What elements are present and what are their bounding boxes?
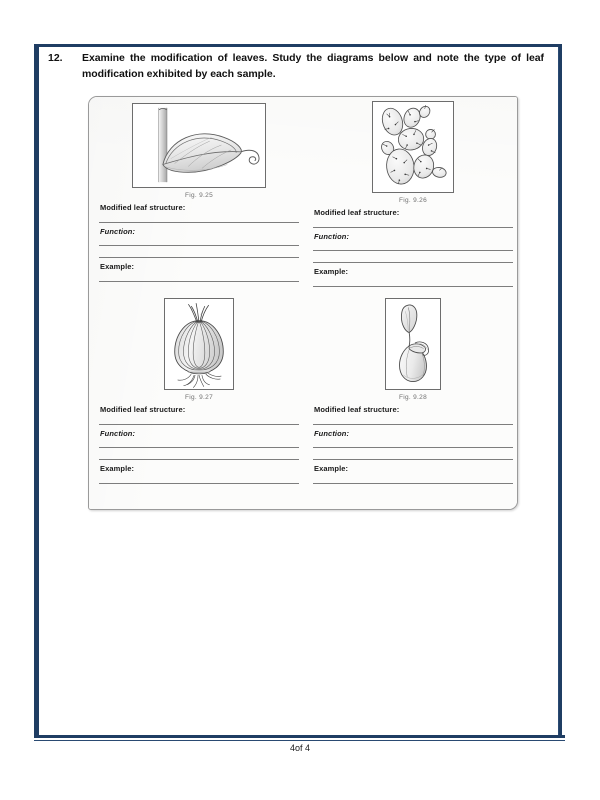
figure-caption: Fig. 9.25	[185, 192, 213, 199]
field-function	[313, 232, 513, 263]
question-block	[48, 50, 548, 82]
field-example	[99, 262, 299, 282]
field-modified-leaf-structure	[313, 208, 513, 228]
field-label-modified: Modified leaf structure:	[314, 405, 400, 414]
quadrant-pitcher-plant	[313, 298, 513, 484]
quadrant-cactus-spines	[313, 101, 513, 287]
footer-rule-thin	[34, 740, 565, 741]
scanned-figure-sheet	[88, 96, 518, 510]
answer-line[interactable]	[313, 424, 513, 425]
field-label-example: Example:	[314, 464, 349, 473]
field-label-function: Function:	[314, 232, 350, 241]
field-function	[313, 429, 513, 460]
field-label-function: Function:	[314, 429, 350, 438]
field-modified-leaf-structure	[313, 405, 513, 425]
quadrant-leaf-tendril	[99, 103, 299, 282]
field-label-function: Function:	[100, 227, 136, 236]
answer-line[interactable]	[99, 483, 299, 484]
field-label-modified: Modified leaf structure:	[100, 203, 186, 212]
answer-line[interactable]	[99, 424, 299, 425]
field-example	[313, 267, 513, 287]
field-function	[99, 227, 299, 258]
answer-line[interactable]	[99, 281, 299, 282]
question-text: Examine the modification of leaves. Study the diagrams below and note the type of leaf modification exhibited by each sample.	[82, 52, 544, 80]
field-label-example: Example:	[314, 267, 349, 276]
figure-caption: Fig. 9.26	[399, 197, 427, 204]
field-function	[99, 429, 299, 460]
field-label-example: Example:	[100, 464, 135, 473]
field-label-modified: Modified leaf structure:	[314, 208, 400, 217]
leaf-tendril-diagram	[132, 103, 266, 188]
scan-inner-surface	[89, 97, 517, 509]
field-example	[313, 464, 513, 484]
field-modified-leaf-structure	[99, 203, 299, 223]
figure-caption: Fig. 9.28	[399, 394, 427, 401]
pitcher-plant-diagram	[385, 298, 441, 390]
figure-caption: Fig. 9.27	[185, 394, 213, 401]
answer-line[interactable]	[313, 459, 513, 460]
answer-line[interactable]	[313, 286, 513, 287]
field-label-example: Example:	[100, 262, 135, 271]
answer-line[interactable]	[313, 227, 513, 228]
answer-line[interactable]	[99, 257, 299, 258]
page-border-left	[34, 44, 39, 738]
answer-line[interactable]	[313, 262, 513, 263]
page-number-footer: 4of 4	[289, 743, 311, 753]
answer-line[interactable]	[99, 222, 299, 223]
onion-bulb-diagram	[164, 298, 234, 390]
quadrant-onion-bulb	[99, 298, 299, 484]
field-label-function: Function:	[100, 429, 136, 438]
field-example	[99, 464, 299, 484]
footer-rule-thick	[34, 735, 565, 738]
field-label-modified: Modified leaf structure:	[100, 405, 186, 414]
field-modified-leaf-structure	[99, 405, 299, 425]
answer-line[interactable]	[313, 483, 513, 484]
question-number: 12.	[48, 52, 63, 64]
answer-line[interactable]	[99, 459, 299, 460]
cactus-spines-diagram	[372, 101, 454, 193]
